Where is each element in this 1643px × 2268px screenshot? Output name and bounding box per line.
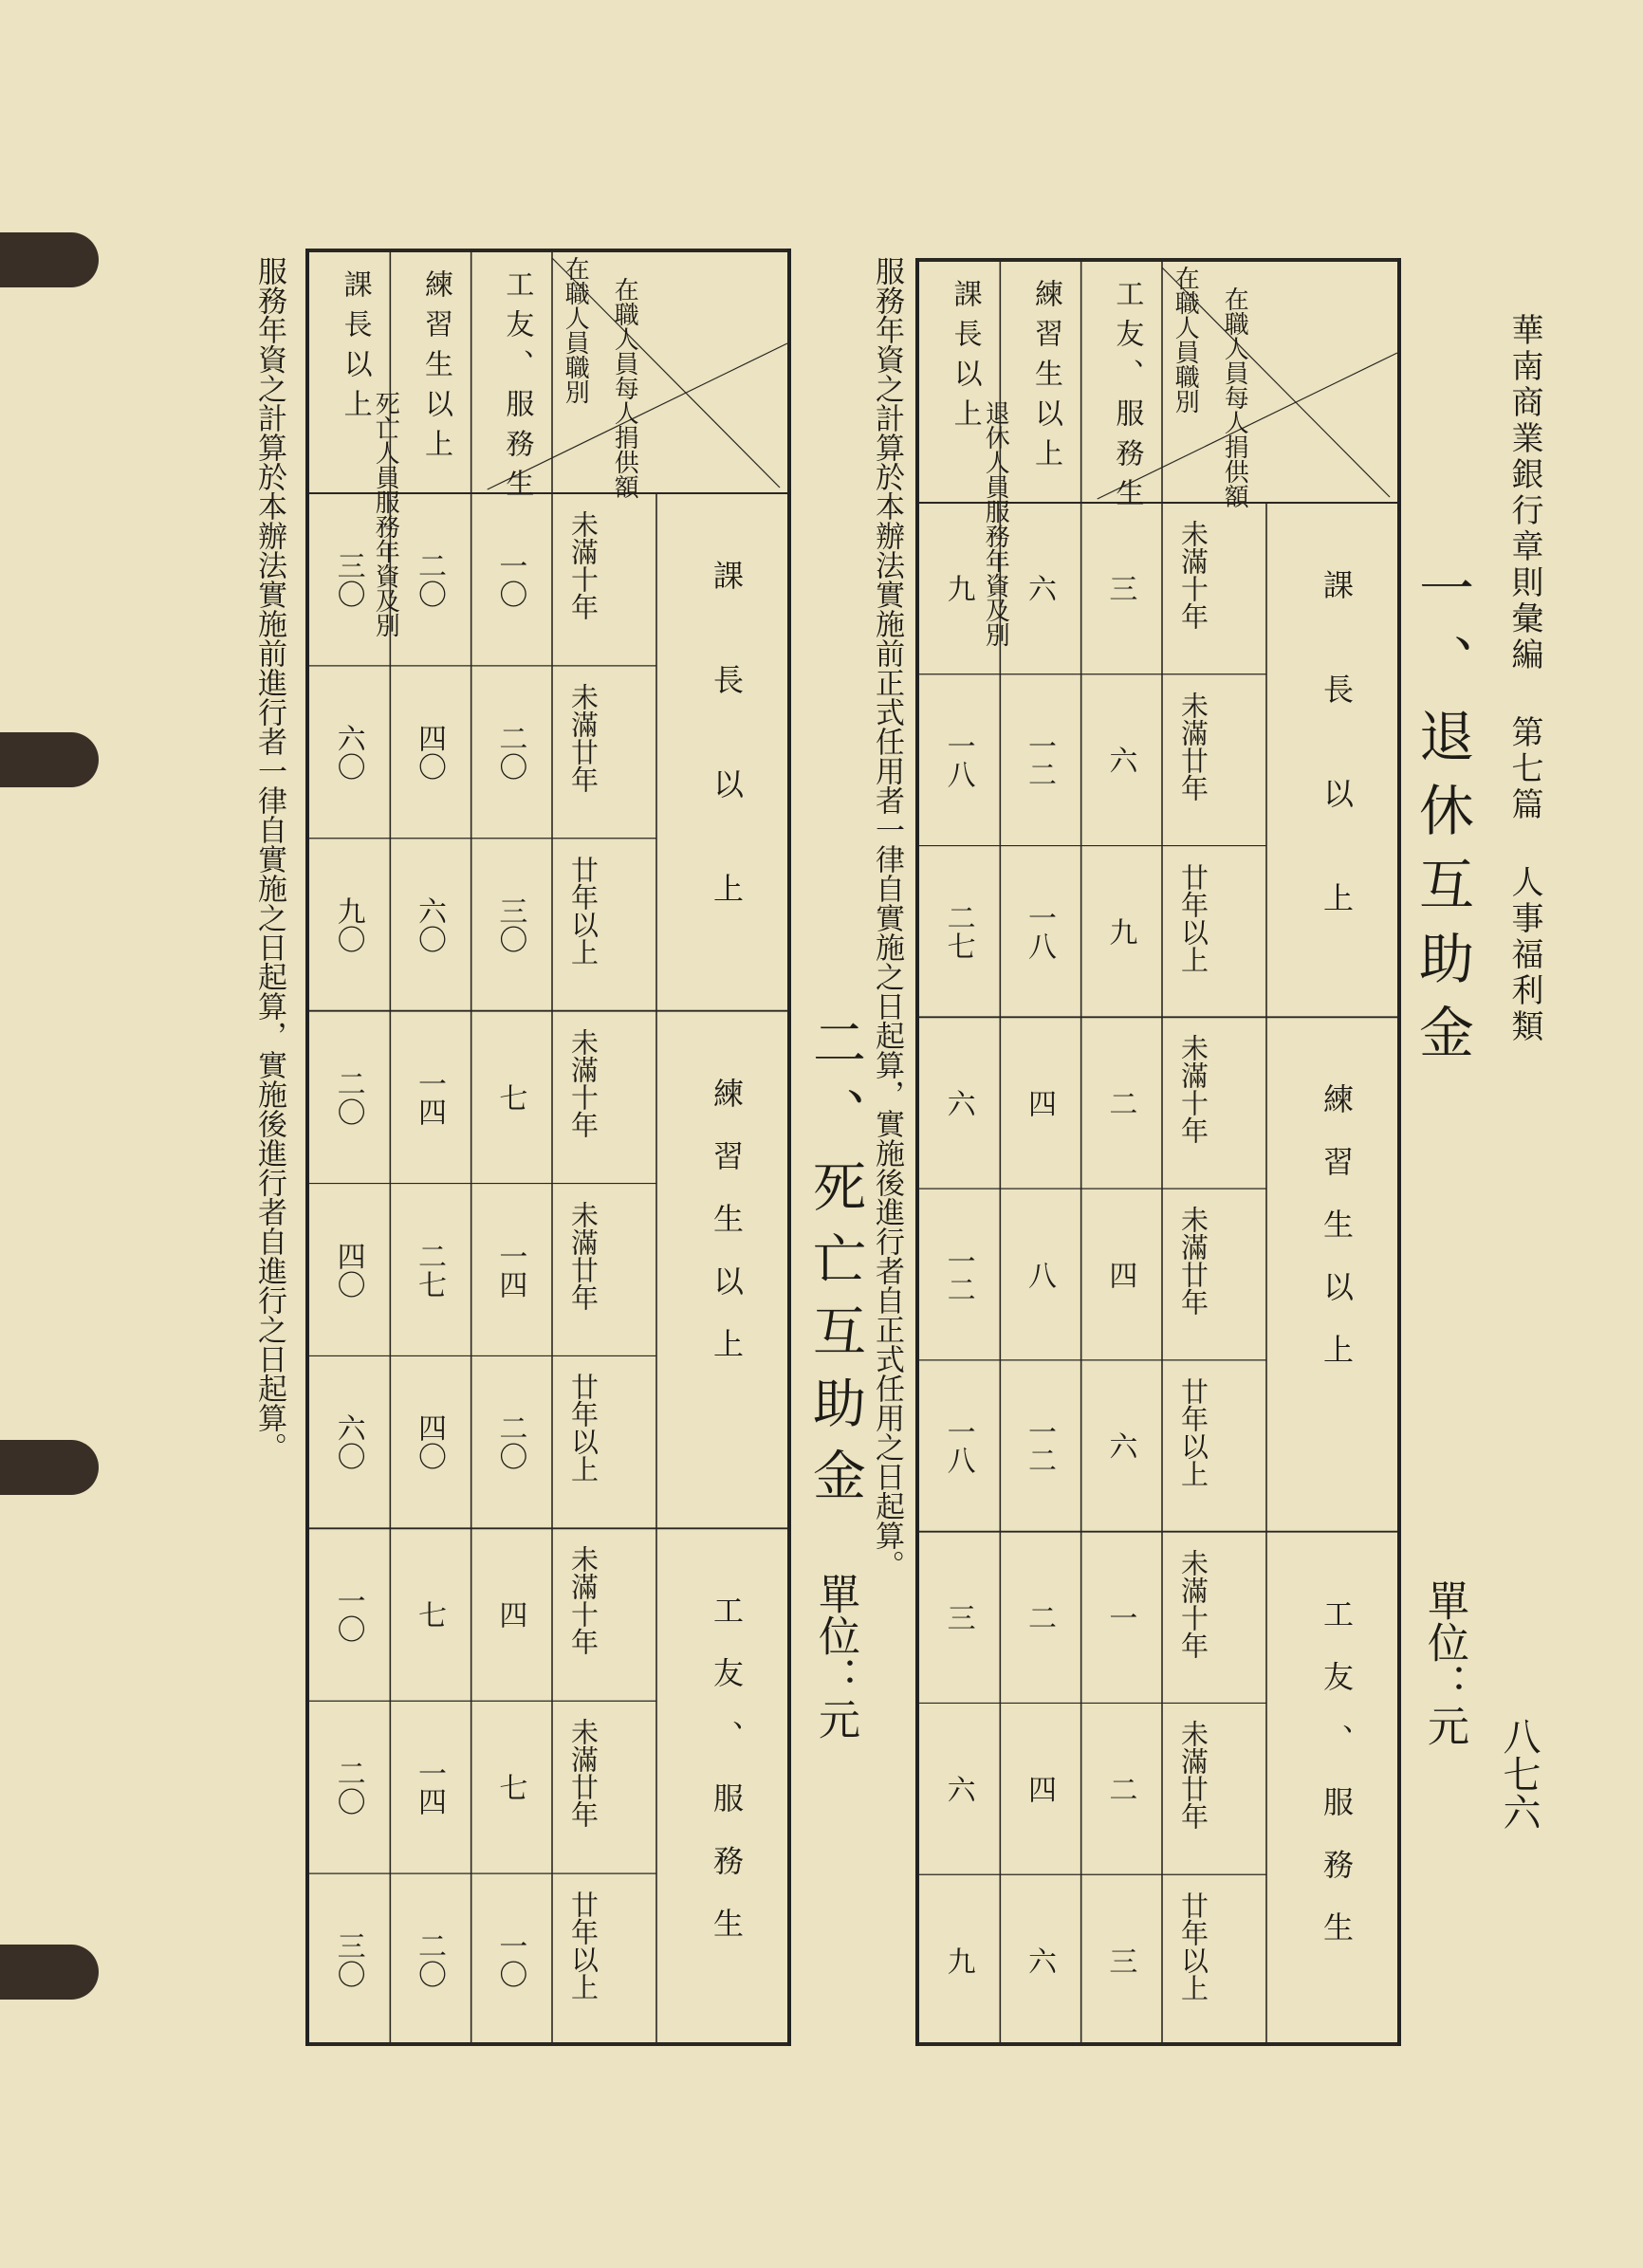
table-cell: 四〇	[413, 1413, 446, 1471]
table-cell: 七	[493, 1082, 527, 1112]
binder-hole	[0, 1945, 99, 2000]
sub-header: 廿年以上	[1177, 1376, 1210, 1487]
row-header: 課長以上	[948, 279, 982, 438]
table-cell: 九	[941, 1945, 975, 1975]
running-header: 華南商業銀行章則彙編 第七篇 人事福利類	[1505, 313, 1543, 1045]
page-number: 八七六	[1497, 1717, 1541, 1831]
table-cell: 二〇	[493, 1413, 527, 1471]
section1-unit: 單位：元	[1420, 1579, 1468, 1746]
sub-header: 未滿廿年	[567, 1718, 600, 1829]
sub-header: 廿年以上	[567, 1373, 600, 1484]
table-cell: 二七	[413, 1241, 446, 1299]
corner-header-left: 在職人員職別	[561, 256, 590, 404]
sub-header: 未滿廿年	[567, 1200, 600, 1311]
table-cell: 八	[1023, 1260, 1056, 1289]
table-cell: 二	[1103, 1774, 1137, 1803]
table-cell: 七	[413, 1600, 446, 1630]
group-header: 課長以上	[1319, 569, 1355, 986]
section2-note: 服務年資之計算於本辦法實施前進行者一律自實施之日起算，實施後進行者自進行之日起算。	[252, 256, 286, 1462]
sub-header: 未滿廿年	[1177, 1720, 1210, 1831]
table-cell: 二	[1103, 1088, 1137, 1117]
sub-header: 未滿廿年	[1177, 1206, 1210, 1317]
table-cell: 一二	[941, 1245, 975, 1303]
group-header: 工友、服務生	[1319, 1597, 1355, 1974]
sub-header: 未滿十年	[567, 1027, 600, 1138]
sub-header: 未滿十年	[1177, 1034, 1210, 1145]
death-table	[305, 249, 791, 2046]
table-cell: 一〇	[331, 1586, 365, 1644]
table-cell: 二〇	[413, 1931, 446, 1989]
row-header: 練習生以上	[1029, 279, 1062, 478]
table-cell: 六	[1023, 1945, 1056, 1975]
table-cell: 六	[1023, 574, 1056, 603]
sub-header: 廿年以上	[567, 855, 600, 966]
table-cell: 一八	[1023, 902, 1056, 960]
row-header: 工友、服務生	[500, 269, 534, 508]
table-cell: 一〇	[493, 550, 527, 608]
group-header: 練習生以上	[1319, 1083, 1355, 1397]
table-cell: 一四	[413, 1068, 446, 1126]
binder-hole	[0, 732, 99, 787]
table-cell: 三	[1103, 1945, 1137, 1975]
group-header: 工友、服務生	[709, 1595, 745, 1971]
table-cell: 六	[1103, 746, 1137, 775]
table-cell: 二	[1023, 1603, 1056, 1632]
table-cell: 三〇	[331, 1931, 365, 1989]
table-cell: 一	[1103, 1603, 1137, 1632]
sub-header: 未滿十年	[1177, 1548, 1210, 1659]
section2-title: 二、死亡互助金	[804, 1015, 866, 1520]
table-cell: 三	[1103, 574, 1137, 603]
table-cell: 四	[1023, 1774, 1056, 1803]
table-cell: 三	[941, 1603, 975, 1632]
table-cell: 七	[493, 1773, 527, 1802]
section2-unit: 單位：元	[811, 1573, 859, 1740]
table-cell: 一〇	[493, 1931, 527, 1989]
table-cell: 二七	[941, 902, 975, 960]
retirement-table	[915, 258, 1401, 2046]
corner-header-right: 退休人員服務年資及別	[981, 400, 1010, 647]
table-cell: 四	[493, 1600, 527, 1630]
sub-header: 廿年以上	[1177, 1891, 1210, 2002]
sub-header: 廿年以上	[567, 1890, 600, 2001]
table-cell: 一四	[413, 1759, 446, 1816]
corner-header-top: 在職人員每人捐供額	[1220, 286, 1249, 508]
table-cell: 二〇	[331, 1759, 365, 1816]
group-header: 練習生以上	[709, 1077, 745, 1391]
table-cell: 四	[1103, 1260, 1137, 1289]
row-header: 工友、服務生	[1110, 279, 1144, 518]
table-cell: 一二	[1023, 731, 1056, 789]
sub-header: 未滿十年	[567, 1545, 600, 1656]
table-cell: 一二	[1023, 1417, 1056, 1475]
section1-note: 服務年資之計算於本辦法實施前正式任用者一律自實施之日起算，實施後進行者自正式任用之日起算。	[870, 256, 904, 1579]
binder-hole	[0, 232, 99, 287]
sub-header: 未滿廿年	[567, 682, 600, 793]
table-cell: 六	[941, 1774, 975, 1803]
sub-header: 未滿廿年	[1177, 691, 1210, 802]
table-cell: 九	[1103, 916, 1137, 946]
table-cell: 二〇	[413, 550, 446, 608]
table-cell: 一四	[493, 1241, 527, 1299]
table-cell: 三〇	[331, 550, 365, 608]
corner-header-right: 死亡人員服務年資及別	[371, 391, 400, 637]
table-cell: 三〇	[493, 895, 527, 953]
table-cell: 九〇	[331, 895, 365, 953]
table-cell: 一八	[941, 1417, 975, 1475]
table-cell: 六〇	[331, 723, 365, 781]
sub-header: 廿年以上	[1177, 862, 1210, 973]
group-header: 課長以上	[709, 560, 745, 977]
table-cell: 二〇	[331, 1068, 365, 1126]
corner-header-left: 在職人員職別	[1171, 266, 1200, 414]
table-cell: 六	[941, 1088, 975, 1117]
table-cell: 一八	[941, 731, 975, 789]
table-cell: 四〇	[331, 1241, 365, 1299]
table-cell: 六	[1103, 1431, 1137, 1461]
table-cell: 四	[1023, 1088, 1056, 1117]
corner-header-top: 在職人員每人捐供額	[610, 277, 639, 499]
table-cell: 六〇	[331, 1413, 365, 1471]
table-cell: 四〇	[413, 723, 446, 781]
row-header: 課長以上	[338, 269, 372, 429]
sub-header: 未滿十年	[567, 510, 600, 620]
section1-title: 一、退休互助金	[1410, 560, 1474, 1078]
table-cell: 二〇	[493, 723, 527, 781]
binder-hole	[0, 1440, 99, 1495]
row-header: 練習生以上	[419, 269, 452, 469]
table-cell: 九	[941, 574, 975, 603]
table-cell: 六〇	[413, 895, 446, 953]
sub-header: 未滿十年	[1177, 520, 1210, 630]
